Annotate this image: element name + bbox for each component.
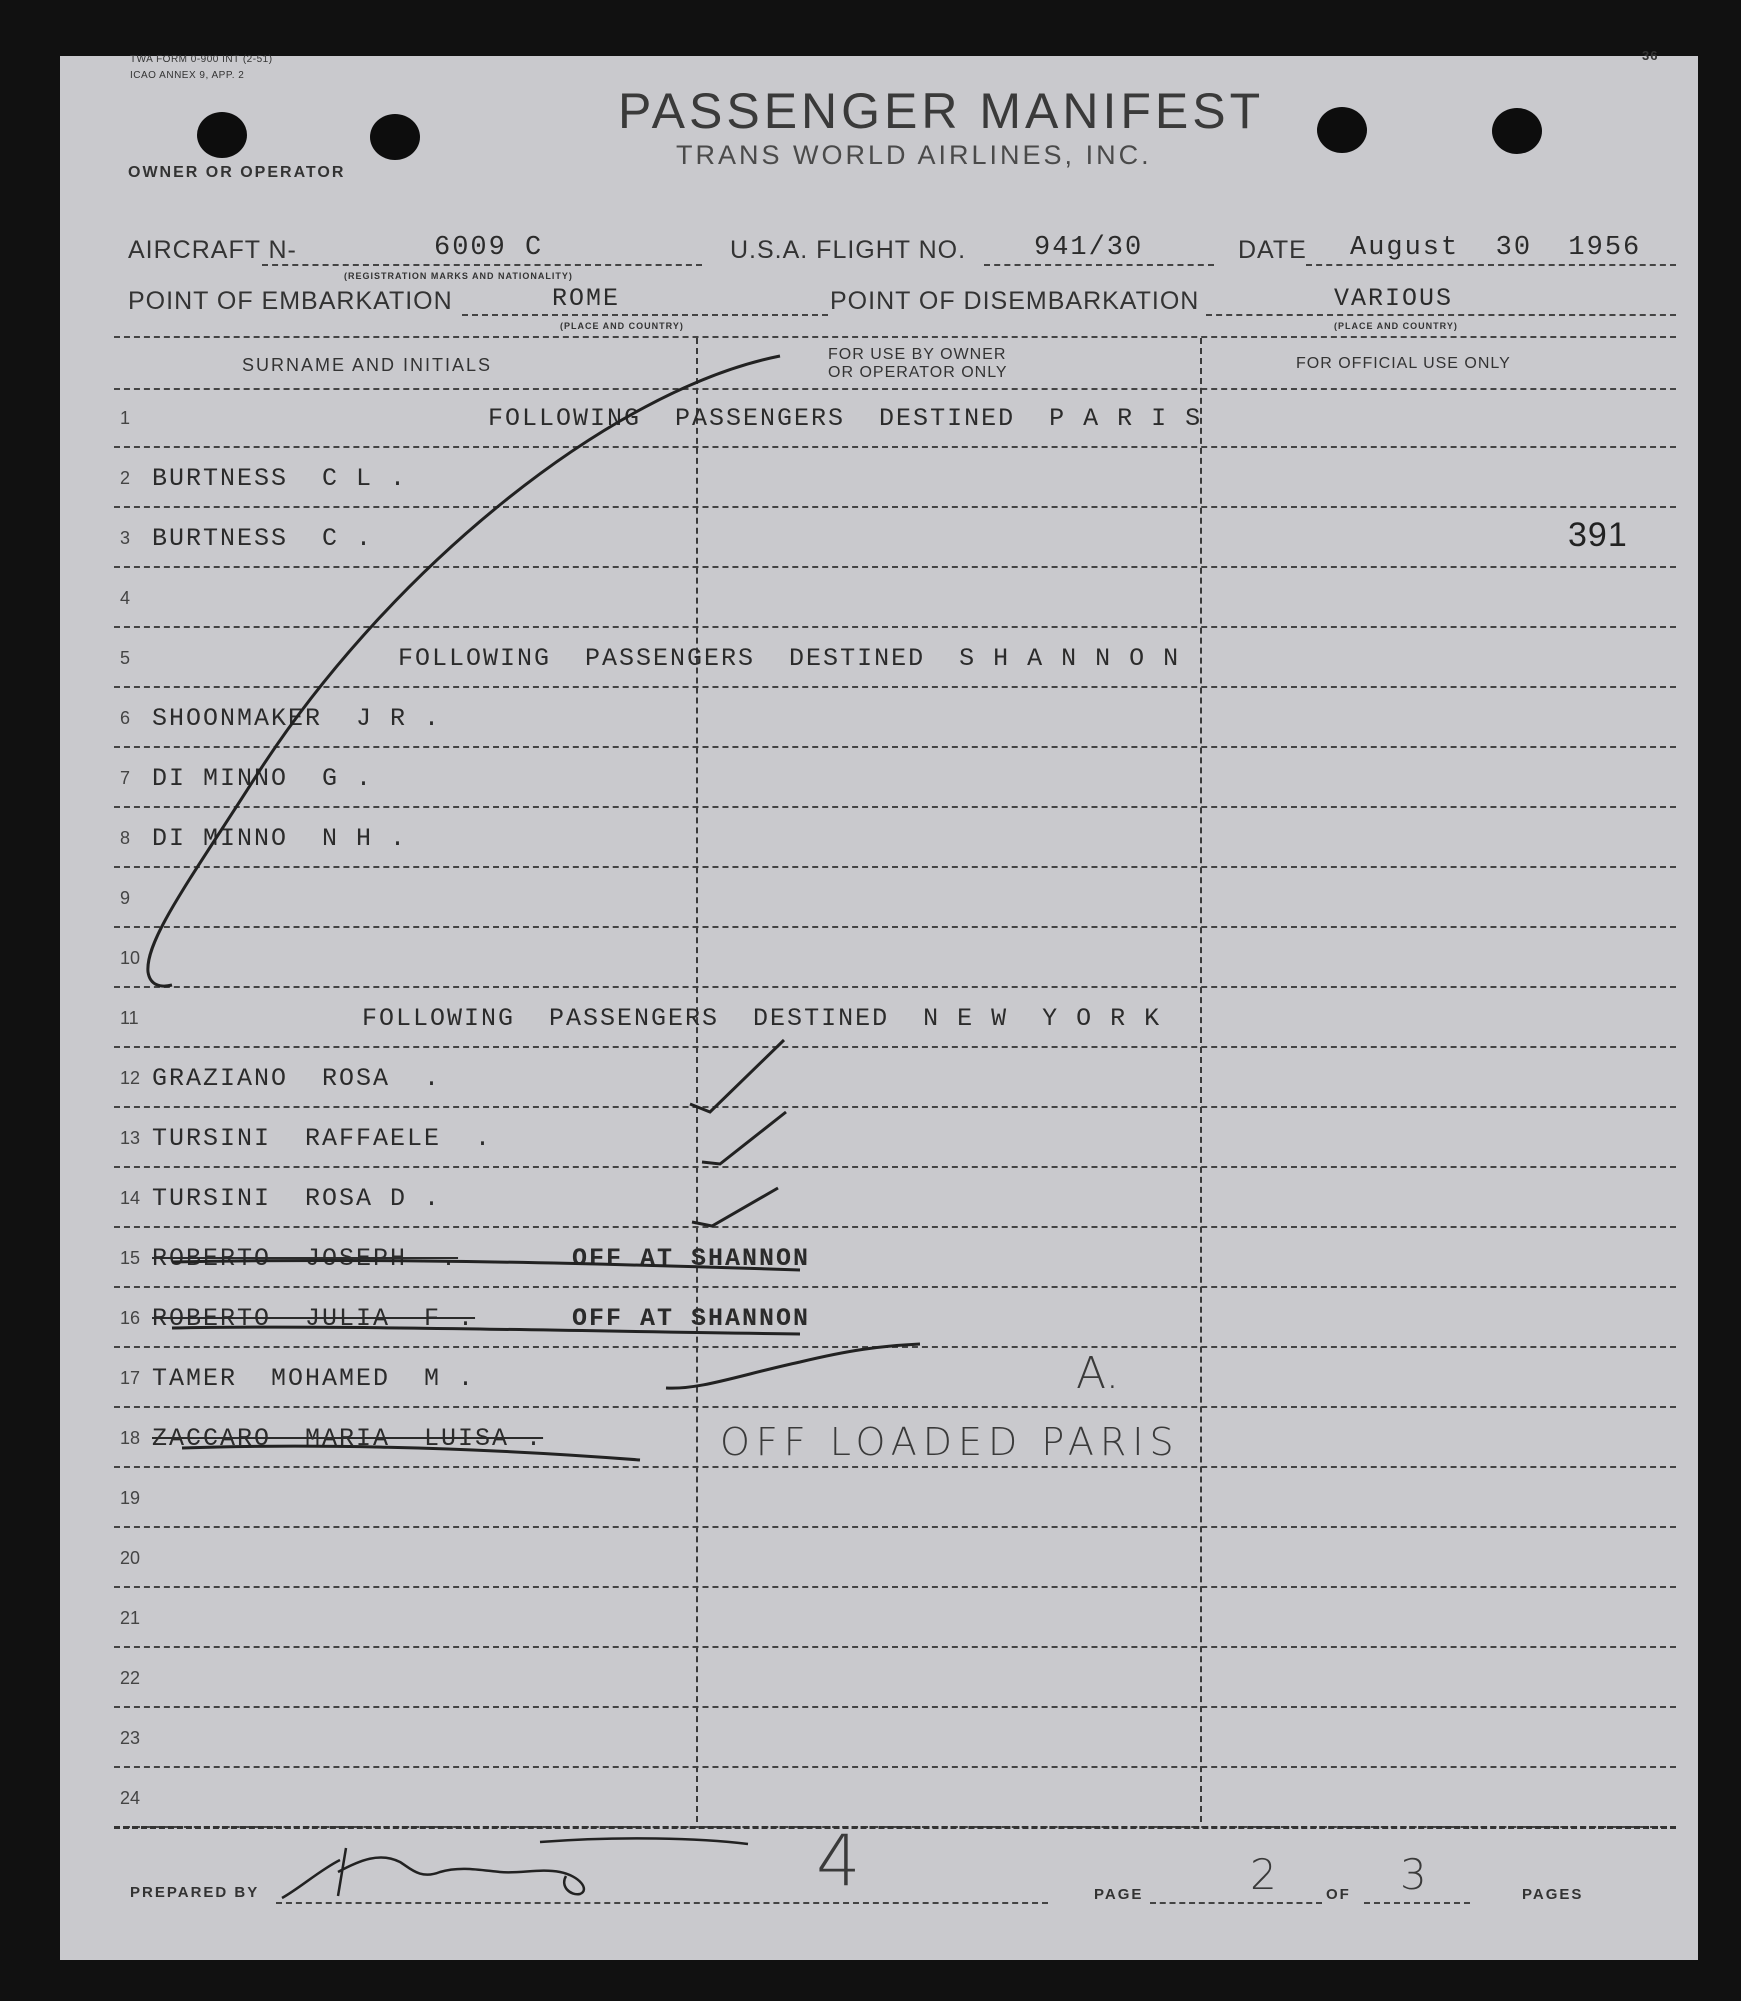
page-total: 3	[1400, 1850, 1427, 1899]
passenger-name: ROBERTO JULIA F .	[152, 1304, 476, 1333]
row-number: 16	[120, 1308, 141, 1328]
pages-label: PAGES	[1522, 1886, 1584, 1903]
owner-operator-label: OWNER OR OPERATOR	[128, 164, 346, 181]
row-number: 17	[120, 1368, 141, 1388]
date-underline	[1306, 264, 1676, 266]
row-rule	[114, 1766, 1676, 1768]
row-number: 21	[120, 1608, 141, 1628]
of-label: OF	[1326, 1886, 1351, 1903]
row-number: 15	[120, 1248, 141, 1268]
passenger-name: TURSINI ROSA D .	[152, 1184, 442, 1213]
row-number: 23	[120, 1728, 141, 1748]
surname-column-header: SURNAME AND INITIALS	[242, 355, 493, 375]
passenger-name: SHOONMAKER J R .	[152, 704, 442, 733]
row-number: 9	[120, 888, 131, 908]
disembarkation-value: VARIOUS	[1334, 284, 1454, 313]
row-number: 7	[120, 768, 131, 788]
row-number: 1	[120, 408, 131, 428]
page-underline	[1150, 1902, 1322, 1904]
row-rule	[114, 866, 1676, 868]
column-divider	[1200, 338, 1202, 1822]
owner-use-header-2: OR OPERATOR ONLY	[828, 364, 1008, 381]
aircraft-label: AIRCRAFT N-	[128, 236, 297, 264]
passenger-name: ROBERTO JOSEPH .	[152, 1244, 459, 1273]
row-rule	[114, 986, 1676, 988]
destination-heading: FOLLOWING PASSENGERS DESTINED N E W Y O R K	[362, 1004, 1162, 1033]
row-rule	[114, 566, 1676, 568]
passenger-name: GRAZIANO ROSA .	[152, 1064, 442, 1093]
row-rule	[114, 1526, 1676, 1528]
row-number: 3	[120, 528, 131, 548]
row-number: 5	[120, 648, 131, 668]
embarkation-value: ROME	[552, 284, 621, 313]
flight-label: U.S.A. FLIGHT NO.	[730, 236, 967, 264]
row-rule	[114, 1226, 1676, 1228]
row-rule	[114, 626, 1676, 628]
row-rule	[114, 1406, 1676, 1408]
date-value: August 30 1956	[1350, 233, 1642, 263]
footer-top-rule	[114, 1826, 1676, 1829]
flight-value: 941/30	[1034, 233, 1144, 263]
punch-hole	[197, 112, 247, 158]
place-note-disembark: (PLACE AND COUNTRY)	[1334, 321, 1458, 331]
form-annex: ICAO ANNEX 9, APP. 2	[130, 70, 245, 81]
airline-name: TRANS WORLD AIRLINES, INC.	[676, 140, 1152, 170]
row-rule	[114, 1466, 1676, 1468]
punch-hole	[370, 114, 420, 160]
column-divider	[696, 338, 698, 1822]
flight-underline	[984, 264, 1214, 266]
disembarkation-underline	[1206, 314, 1676, 316]
row-number: 11	[120, 1008, 139, 1028]
row-rule	[114, 806, 1676, 808]
destination-heading: FOLLOWING PASSENGERS DESTINED S H A N N O N	[398, 644, 1181, 673]
embarkation-underline	[462, 314, 828, 316]
row-number: 20	[120, 1548, 141, 1568]
row-rule	[114, 926, 1676, 928]
row-number: 18	[120, 1428, 141, 1448]
disembarkation-label: POINT OF DISEMBARKATION	[830, 287, 1200, 315]
row-number: 19	[120, 1488, 141, 1508]
row-rule	[114, 1586, 1676, 1588]
row-number: 12	[120, 1068, 141, 1088]
owner-use-header-1: FOR USE BY OWNER	[828, 346, 1007, 363]
form-number: TWA FORM 0-900 INT (2-51)	[130, 54, 273, 65]
passenger-name: TURSINI RAFFAELE .	[152, 1124, 493, 1153]
row-note: OFF AT SHANNON	[572, 1304, 811, 1333]
page-title: PASSENGER MANIFEST	[618, 83, 1265, 139]
sheet-number: 36	[1642, 48, 1659, 63]
punch-hole	[1317, 107, 1367, 153]
row-rule	[114, 1646, 1676, 1648]
row-number: 4	[120, 588, 131, 608]
registration-note: (REGISTRATION MARKS AND NATIONALITY)	[344, 271, 573, 281]
row-rule	[114, 506, 1676, 508]
header-bottom-rule	[114, 388, 1676, 390]
punch-hole	[1492, 108, 1542, 154]
prepared-by-underline	[276, 1902, 1048, 1904]
row-rule	[114, 1346, 1676, 1348]
row-rule	[114, 1046, 1676, 1048]
prepared-by-label: PREPARED BY	[130, 1884, 260, 1901]
offloaded-note: OFF LOADED PARIS	[720, 1420, 1180, 1464]
row-number: 2	[120, 468, 131, 488]
row-note: OFF AT SHANNON	[572, 1244, 811, 1273]
passenger-name: ZACCARO MARIA LUISA .	[152, 1424, 544, 1453]
row-number: 24	[120, 1788, 141, 1808]
row-rule	[114, 1286, 1676, 1288]
row-rule	[114, 686, 1676, 688]
row-number: 10	[120, 948, 141, 968]
passenger-count: 4	[816, 1820, 861, 1902]
destination-heading: FOLLOWING PASSENGERS DESTINED P A R I S	[488, 404, 1203, 433]
of-underline	[1364, 1902, 1470, 1904]
embarkation-label: POINT OF EMBARKATION	[128, 287, 453, 315]
passenger-name: DI MINNO N H .	[152, 824, 408, 853]
aircraft-underline	[262, 264, 702, 266]
official-use-header: FOR OFFICIAL USE ONLY	[1296, 355, 1511, 372]
place-note-embark: (PLACE AND COUNTRY)	[560, 321, 684, 331]
page-label: PAGE	[1094, 1886, 1144, 1903]
row-number: 6	[120, 708, 131, 728]
page-number: 2	[1250, 1850, 1277, 1899]
passenger-name: BURTNESS C .	[152, 524, 374, 553]
table-top-rule	[114, 336, 1676, 338]
row-number: 22	[120, 1668, 141, 1688]
row-number: 14	[120, 1188, 141, 1208]
passenger-name: DI MINNO G .	[152, 764, 374, 793]
passenger-name: TAMER MOHAMED M .	[152, 1364, 476, 1393]
row-number: 8	[120, 828, 131, 848]
official-stamp-number: 391	[1568, 516, 1628, 554]
date-label: DATE	[1238, 236, 1307, 264]
initial-mark: A.	[1076, 1348, 1120, 1399]
row-number: 13	[120, 1128, 141, 1148]
row-rule	[114, 1106, 1676, 1108]
row-rule	[114, 746, 1676, 748]
row-rule	[114, 1706, 1676, 1708]
passenger-name: BURTNESS C L .	[152, 464, 408, 493]
aircraft-value: 6009 C	[434, 233, 544, 263]
row-rule	[114, 1166, 1676, 1168]
row-rule	[114, 446, 1676, 448]
